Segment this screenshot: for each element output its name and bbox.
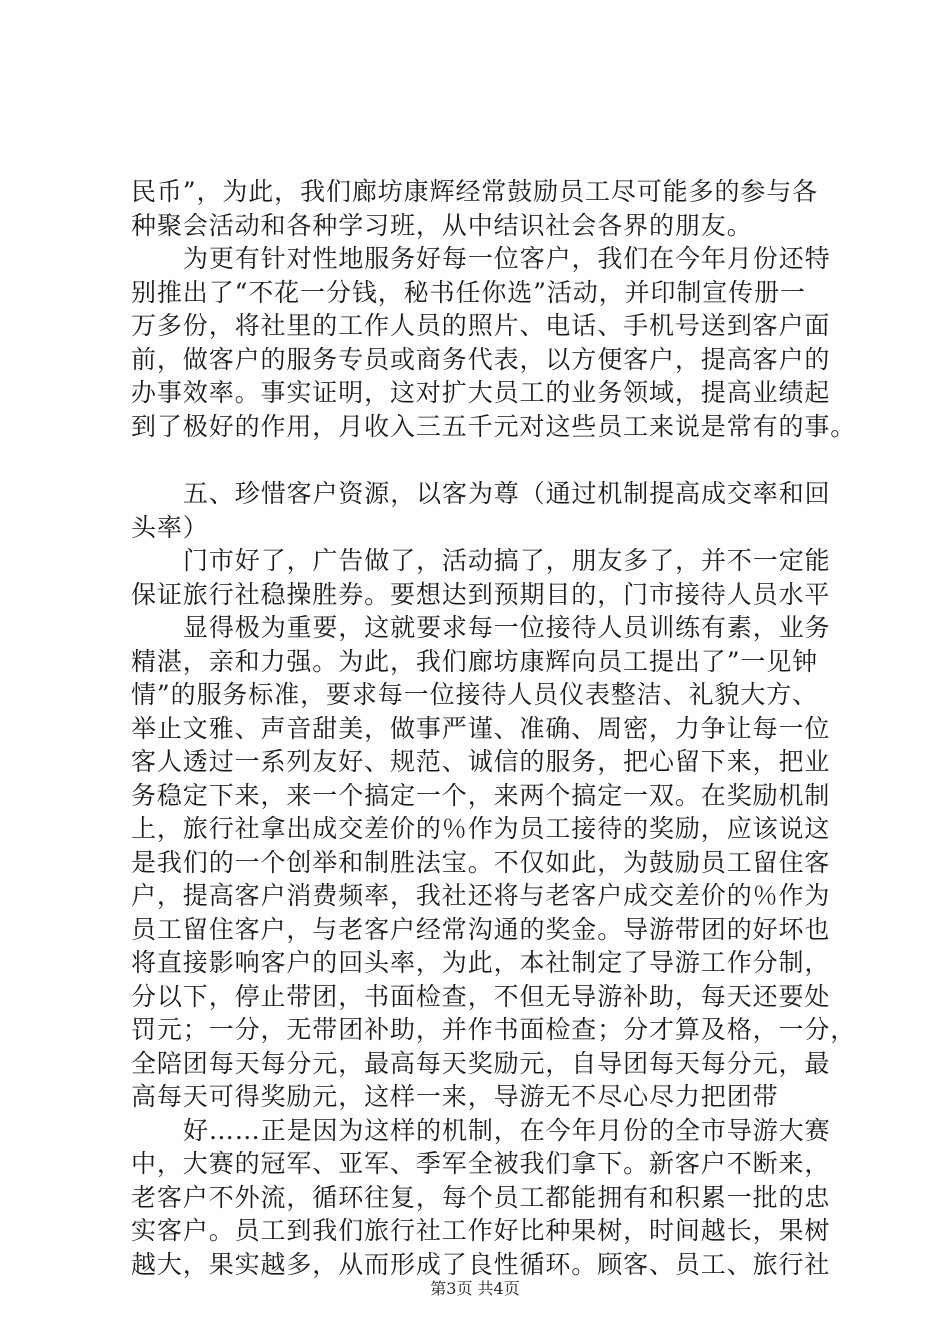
text-line: 罚元；一分，无带团补助，并作书面检查；分才算及格，一分， [131,1015,857,1044]
paragraph-4 [131,611,857,1114]
text-line: 别推出了“不花一分钱，秘书任你选”活动，并印制宣传册一 [131,277,806,307]
text-line: 前，做客户的服务专员或商务代表，以方便客户，提高客户的 [131,344,831,374]
text-line: 员工留住客户，与老客户经常沟通的奖金。导游带团的好坏也 [131,914,831,944]
page-number-footer: 第3页 共4页 [430,1279,520,1298]
text-line: 种聚会活动和各种学习班，从中结识社会各界的朋友。 [131,210,753,240]
text-line: 民币”，为此，我们廊坊康辉经常鼓励员工尽可能多的参与各 [131,177,819,206]
text-line: 显得极为重要，这就要求每一位接待人员训练有素，业务 [183,613,831,642]
text-line: 情”的服务标准，要求每一位接待人员仪表整洁、礼貌大方、 [131,680,819,709]
text-line: 办事效率。事实证明，这对扩大员工的业务领域，提高业绩起 [131,378,831,407]
text-line: 到了极好的作用，月收入三五千元对这些员工来说是常有的事。 [131,411,857,441]
text-line: 全陪团每天每分元，最高每天奖励元，自导团每天每分元，最 [131,1048,831,1078]
paragraph-1 [131,175,841,242]
text-line: 务稳定下来，来一个搞定一个，来两个搞定一双。在奖励机制 [131,780,831,810]
text-line: 上，旅行社拿出成交差价的％作为员工接待的奖励，应该说这 [131,814,831,843]
paragraph-5 [131,1114,841,1282]
document-body [131,175,857,1281]
paragraph-3 [131,544,841,611]
text-line: 实客户。员工到我们旅行社工作好比种果树，时间越长，果树 [131,1216,831,1245]
text-line: 是我们的一个创举和制胜法宝。不仅如此，为鼓励员工留住客 [131,847,831,877]
text-line: 分以下，停止带团，书面检查，不但无导游补助，每天还要处 [131,981,831,1011]
text-line: 将直接影响客户的回头率，为此，本社制定了导游工作分制， [131,948,831,977]
text-line: 万多份，将社里的工作人员的照片、电话、手机号送到客户面 [131,311,831,340]
text-line: 老客户不外流，循环往复，每个员工都能拥有和积累一批的忠 [131,1182,831,1212]
heading-line: 五、珍惜客户资源，以客为尊（通过机制提高成交率和回 [183,479,831,508]
text-line: 保证旅行社稳操胜券。要想达到预期目的，门市接待人员水平 [131,579,831,609]
text-line: 越大，果实越多，从而形成了良性循环。顾客、员工、旅行社 [131,1249,831,1279]
text-line: 中，大赛的冠军、亚军、季军全被我们拿下。新客户不断来， [131,1149,831,1178]
section-heading-5 [131,477,841,544]
text-line: 好……正是因为这样的机制，在今年月份的全市导游大赛 [183,1115,831,1145]
text-line: 门市好了，广告做了，活动搞了，朋友多了，并不一定能 [183,546,831,575]
section-gap [131,443,841,477]
text-line: 举止文雅、声音甜美，做事严谨、准确、周密，力争让每一位 [131,713,831,743]
text-line: 为更有针对性地服务好每一位客户，我们在今年月份还特 [183,244,831,273]
heading-line: 头率） [131,512,209,542]
text-line: 精湛，亲和力强。为此，我们廊坊康辉向员工提出了”一见钟 [131,646,819,676]
text-line: 户，提高客户消费频率，我社还将与老客户成交差价的％作为 [131,881,831,910]
paragraph-2 [131,242,857,443]
text-line: 客人透过一系列友好、规范、诚信的服务，把心留下来，把业 [131,747,831,776]
text-line: 高每天可得奖励元，这样一来，导游无不尽心尽力把团带 [131,1082,779,1111]
